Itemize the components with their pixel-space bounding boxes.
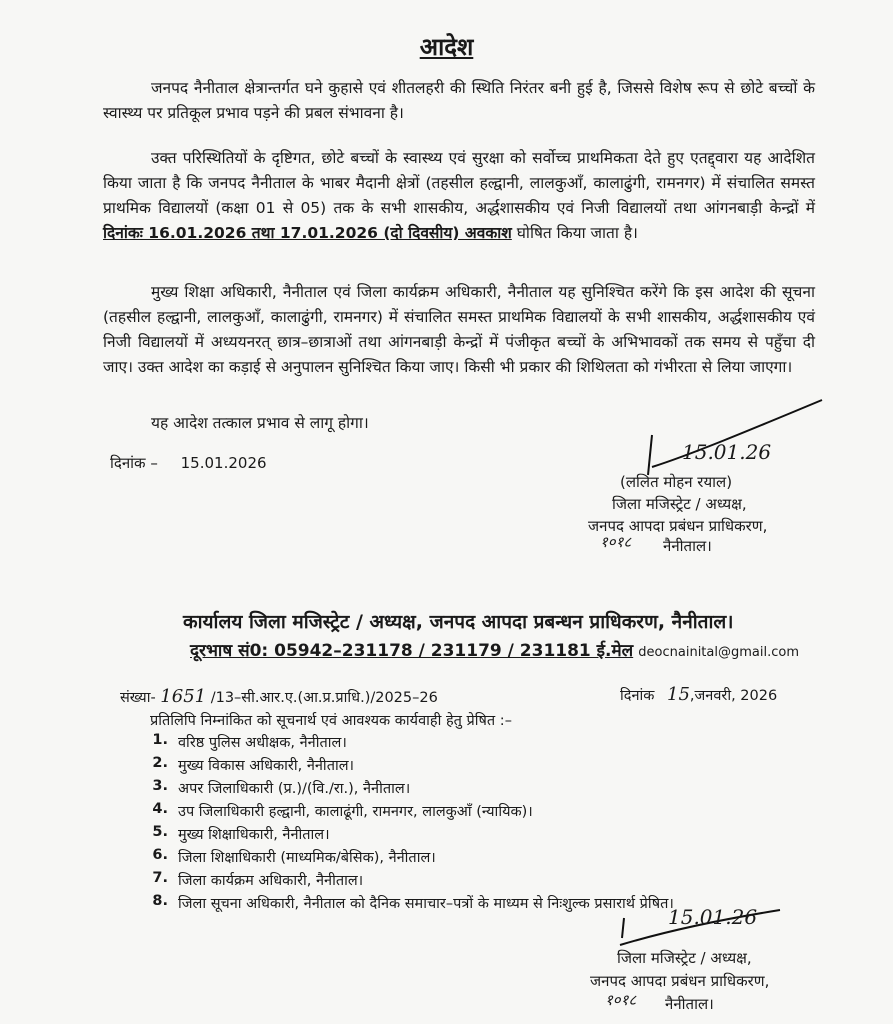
signature-2-authority: जनपद आपदा प्रबंधन प्राधिकरण, [590,972,770,990]
order-date-label: दिनांक – [110,454,158,472]
paragraph-2-text: उक्त परिस्थितियों के दृष्टिगत, छोटे बच्चों के स्वास्थ्य एवं सुरक्षा को सर्वोच्च प्राथमिकता देते हुए एतद्द्वारा यह आदेशित किया जाता है कि जनपद नैनीताल के भाबर मैदानी क्षेत्रों (तहसील हल्द्वानी, लालकुआँ, कालाढुंगी, रामनगर) में संचालित समस्त प्राथमिक विद्यालयों (कक्षा 01 से 05) तक के सभी शासकीय, अर्द्धशासकीय एवं निजी विद्यालयों तथा आंगनबाड़ी केन्द्रों में [103,149,815,217]
list-item: 4. उप जिलाधिकारी हल्द्वानी, कालाढूंगी, रामनगर, लालकुआँ (न्यायिक)। [152,801,533,820]
paragraph-1 [103,76,815,126]
reference-date-label: दिनांक [620,688,655,704]
signature-1-initials: १०१८ [600,533,632,551]
list-item: 8. जिला सूचना अधिकारी, नैनीताल को दैनिक समाचार–पत्रों के माध्यम से निःशुल्क प्रसारार्थ प्रेषित। [152,893,674,912]
list-item: 5. मुख्य शिक्षाधिकारी, नैनीताल। [152,824,330,843]
order-title: आदेश [419,33,474,61]
reference-number [120,686,438,707]
paragraph-2-end: घोषित किया जाता है। [516,224,638,242]
paragraph-1-text: जनपद नैनीताल क्षेत्रान्तर्गत घने कुहासे एवं शीतलहरी की स्थिति निरंतर बनी हुई है, जिससे विशेष रूप से छोटे बच्चों के स्वास्थ्य पर प्रतिकूल प्रभाव पड़ने की प्रबल संभावना है। [103,79,815,122]
signature-2-place: नैनीताल। [665,995,714,1013]
reference-date [620,684,777,705]
paragraph-3 [103,280,815,380]
list-item: 3. अपर जिलाधिकारी (प्र.)/(वि./रा.), नैनीताल। [152,778,411,797]
paragraph-4-text: यह आदेश तत्काल प्रभाव से लागू होगा। [151,414,369,432]
holiday-dates: दिनांकः 16.01.2026 तथा 17.01.2026 (दो दिवसीय) अवकाश [103,224,512,242]
paragraph-2 [103,146,815,246]
office-heading: कार्यालय जिला मजिस्ट्रेट / अध्यक्ष, जनपद आपदा प्रबन्धन प्राधिकरण, नैनीताल। [183,611,734,633]
signature-1-designation: जिला मजिस्ट्रेट / अध्यक्ष, [612,495,747,513]
reference-handwritten-number: 1651 [160,686,207,707]
order-date [110,453,267,473]
list-item: 7. जिला कार्यक्रम अधिकारी, नैनीताल। [152,870,364,889]
copy-list [148,732,798,916]
contact-line [190,638,799,661]
reference-label: संख्या- [120,690,156,706]
phone-numbers: दूरभाष सं0: 05942–231178 / 231179 / 231181 ई.मेल [190,641,634,661]
signature-1-name: (ललित मोहन रयाल) [620,473,733,491]
signature-2-designation: जिला मजिस्ट्रेट / अध्यक्ष, [617,949,752,967]
list-item: 2. मुख्य विकास अधिकारी, नैनीताल। [152,755,355,774]
email-address: deocnainital@gmail.com [638,645,799,660]
reference-date-rest: ,जनवरी, 2026 [689,688,778,704]
signature-2-initials: १०१८ [605,991,637,1009]
copy-intro: प्रतिलिपि निम्नांकित को सूचनार्थ एवं आवश्यक कार्यवाही हेतु प्रेषित :– [150,713,512,729]
signature-1-authority: जनपद आपदा प्रबंधन प्राधिकरण, [588,517,768,535]
signature-1-place: नैनीताल। [663,537,712,555]
signature-2-handwritten-date: 15.01.26 [668,905,758,929]
order-date-value: 15.01.2026 [180,454,267,472]
paragraph-3-text: मुख्य शिक्षा अधिकारी, नैनीताल एवं जिला कार्यक्रम अधिकारी, नैनीताल यह सुनिश्चित करेंगे कि इस आदेश की सूचना (तहसील हल्द्वानी, लालकुआँ, कालाढुंगी, रामनगर) में संचालित समस्त प्राथमिक विद्यालयों के सभी शासकीय, अर्द्धशासकीय एवं निजी विद्यालयों में अध्ययनरत् छात्र–छात्राओं तथा आंगनबाड़ी केन्द्रों में पंजीकृत बच्चों के अभिभावकों तक समय से पहुँचा दी जाए। उक्त आदेश का कड़ाई से अनुपालन सुनिश्चित किया जाए। किसी भी प्रकार की शिथिलता को गंभीरता से लिया जाएगा। [103,283,815,376]
list-item: 6. जिला शिक्षाधिकारी (माध्यमिक/बेसिक), नैनीताल। [152,847,436,866]
reference-date-day: 15 [667,684,690,705]
list-item: 1. वरिष्ठ पुलिस अधीक्षक, नैनीताल। [152,732,347,751]
reference-code: /13–सी.आर.ए.(आ.प्र.प्राधि.)/2025–26 [210,690,438,706]
signature-1-handwritten-date: 15.01.26 [682,440,772,464]
